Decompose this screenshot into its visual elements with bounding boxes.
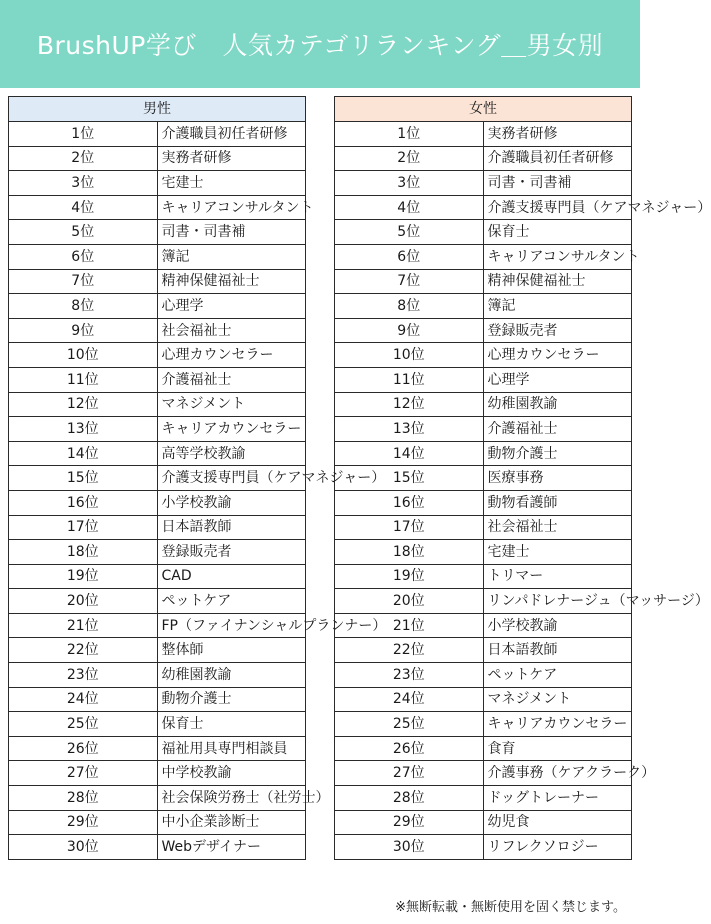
rank-cell: 29位 [9, 810, 158, 835]
rank-cell: 26位 [335, 736, 484, 761]
category-name-cell: 小学校教諭 [157, 490, 306, 515]
rank-cell: 23位 [9, 663, 158, 688]
category-name-cell: 登録販売者 [157, 540, 306, 565]
rank-cell: 27位 [9, 761, 158, 786]
category-name-cell: 介護事務（ケアクラーク） [483, 761, 632, 786]
category-name-cell: 宅建士 [157, 171, 306, 196]
table-row [335, 687, 632, 712]
table-row [9, 589, 306, 614]
category-name-cell: 中小企業診断士 [157, 810, 306, 835]
rank-cell: 9位 [9, 318, 158, 343]
table-row [9, 638, 306, 663]
category-name-cell: 司書・司書補 [157, 220, 306, 245]
category-name-cell: 日本語教師 [483, 638, 632, 663]
table-row [335, 392, 632, 417]
category-name-cell: 中学校教諭 [157, 761, 306, 786]
category-name-cell: 介護職員初任者研修 [483, 146, 632, 171]
table-row [335, 761, 632, 786]
category-name-cell: 介護支援専門員（ケアマネジャー） [157, 466, 306, 491]
table-row [335, 613, 632, 638]
table-row [335, 786, 632, 811]
rank-cell: 7位 [335, 269, 484, 294]
table-row [9, 367, 306, 392]
table-row [9, 343, 306, 368]
category-name-cell: 社会福祉士 [483, 515, 632, 540]
category-name-cell: 幼稚園教諭 [157, 663, 306, 688]
table-row [335, 540, 632, 565]
table-row [9, 294, 306, 319]
female-ranking-table [334, 96, 711, 860]
table-row [9, 761, 306, 786]
category-name-cell: 精神保健福祉士 [157, 269, 306, 294]
table-row [9, 515, 306, 540]
rank-cell: 8位 [9, 294, 158, 319]
table-row [9, 712, 306, 737]
table-row [9, 613, 306, 638]
rank-cell: 5位 [9, 220, 158, 245]
table-row [335, 146, 632, 171]
category-name-cell: 食育 [483, 736, 632, 761]
category-name-cell: リンパドレナージュ（マッサージ） [483, 589, 632, 614]
category-name-cell: 社会保険労務士（社労士） [157, 786, 306, 811]
table-row [335, 736, 632, 761]
table-row [9, 220, 306, 245]
category-name-cell: 介護福祉士 [157, 367, 306, 392]
rank-cell: 11位 [9, 367, 158, 392]
category-name-cell: リフレクソロジー [483, 835, 632, 860]
rank-cell: 6位 [335, 244, 484, 269]
rank-cell: 19位 [335, 564, 484, 589]
category-name-cell: 簿記 [157, 244, 306, 269]
category-name-cell: 動物看護師 [483, 490, 632, 515]
table-row [335, 638, 632, 663]
category-name-cell: 医療事務 [483, 466, 632, 491]
rank-cell: 15位 [335, 466, 484, 491]
rank-cell: 16位 [335, 490, 484, 515]
table-row [335, 835, 632, 860]
rank-cell: 21位 [335, 613, 484, 638]
rank-cell: 13位 [335, 417, 484, 442]
rank-cell: 30位 [335, 835, 484, 860]
table-row [335, 712, 632, 737]
table-row [9, 810, 306, 835]
table-row [335, 466, 632, 491]
rank-cell: 14位 [9, 441, 158, 466]
category-name-cell: 心理カウンセラー [483, 343, 632, 368]
table-row [9, 318, 306, 343]
table-row [9, 392, 306, 417]
rank-cell: 29位 [335, 810, 484, 835]
table-row [9, 146, 306, 171]
rank-cell: 17位 [9, 515, 158, 540]
rank-cell: 23位 [335, 663, 484, 688]
rank-cell: 9位 [335, 318, 484, 343]
category-name-cell: 動物介護士 [483, 441, 632, 466]
table-row [9, 171, 306, 196]
category-name-cell: 介護支援専門員（ケアマネジャー） [483, 195, 632, 220]
category-name-cell: 高等学校教諭 [157, 441, 306, 466]
rank-cell: 18位 [335, 540, 484, 565]
table-row [9, 195, 306, 220]
table-row [335, 343, 632, 368]
rank-cell: 2位 [335, 146, 484, 171]
category-name-cell: Webデザイナー [157, 835, 306, 860]
table-row [335, 294, 632, 319]
category-name-cell: 介護職員初任者研修 [157, 122, 306, 147]
table-row [335, 663, 632, 688]
rank-cell: 12位 [9, 392, 158, 417]
rank-cell: 3位 [335, 171, 484, 196]
female-table-heading: 女性 [335, 97, 632, 122]
category-name-cell: キャリアコンサルタント [483, 244, 632, 269]
rank-cell: 6位 [9, 244, 158, 269]
table-row [9, 466, 306, 491]
rank-cell: 4位 [335, 195, 484, 220]
table-row [335, 269, 632, 294]
rank-cell: 2位 [9, 146, 158, 171]
table-row [335, 367, 632, 392]
rank-cell: 18位 [9, 540, 158, 565]
category-name-cell: キャリアカウンセラー [483, 712, 632, 737]
table-row [335, 244, 632, 269]
table-row [9, 269, 306, 294]
category-name-cell: ペットケア [157, 589, 306, 614]
rank-cell: 28位 [9, 786, 158, 811]
table-row [335, 171, 632, 196]
category-name-cell: 実務者研修 [483, 122, 632, 147]
rank-cell: 20位 [9, 589, 158, 614]
category-name-cell: 簿記 [483, 294, 632, 319]
table-row [9, 417, 306, 442]
rank-cell: 22位 [9, 638, 158, 663]
category-name-cell: 心理学 [157, 294, 306, 319]
rank-cell: 15位 [9, 466, 158, 491]
category-name-cell: マネジメント [157, 392, 306, 417]
rank-cell: 22位 [335, 638, 484, 663]
table-row [335, 490, 632, 515]
category-name-cell: FP（ファイナンシャルプランナー） [157, 613, 306, 638]
rank-cell: 14位 [335, 441, 484, 466]
rank-cell: 3位 [9, 171, 158, 196]
category-name-cell: キャリアカウンセラー [157, 417, 306, 442]
category-name-cell: ペットケア [483, 663, 632, 688]
category-name-cell: 宅建士 [483, 540, 632, 565]
rank-cell: 10位 [9, 343, 158, 368]
category-name-cell: ドッグトレーナー [483, 786, 632, 811]
rank-cell: 25位 [335, 712, 484, 737]
table-row [335, 515, 632, 540]
female-table-body [335, 122, 711, 860]
category-name-cell: マネジメント [483, 687, 632, 712]
category-name-cell: 福祉用具専門相談員 [157, 736, 306, 761]
table-row [9, 540, 306, 565]
category-name-cell: CAD [157, 564, 306, 589]
category-name-cell: 介護福祉士 [483, 417, 632, 442]
rank-cell: 24位 [9, 687, 158, 712]
table-row [335, 195, 632, 220]
copyright-note: ※無断転載・無断使用を固く禁じます。 [395, 900, 626, 915]
category-name-cell: 幼児食 [483, 810, 632, 835]
table-row [335, 564, 632, 589]
category-name-cell: 整体師 [157, 638, 306, 663]
table-row [335, 810, 632, 835]
category-name-cell: 保育士 [157, 712, 306, 737]
category-name-cell: 保育士 [483, 220, 632, 245]
category-name-cell: 幼稚園教諭 [483, 392, 632, 417]
category-name-cell: 心理学 [483, 367, 632, 392]
category-name-cell: 登録販売者 [483, 318, 632, 343]
rank-cell: 11位 [335, 367, 484, 392]
category-name-cell: トリマー [483, 564, 632, 589]
table-row [9, 122, 306, 147]
table-row [9, 786, 306, 811]
table-row [335, 441, 632, 466]
rank-cell: 8位 [335, 294, 484, 319]
rank-cell: 17位 [335, 515, 484, 540]
table-row [335, 589, 632, 614]
table-row [9, 835, 306, 860]
category-name-cell: キャリアコンサルタント [157, 195, 306, 220]
rank-cell: 21位 [9, 613, 158, 638]
rank-cell: 16位 [9, 490, 158, 515]
category-name-cell: 精神保健福祉士 [483, 269, 632, 294]
rank-cell: 27位 [335, 761, 484, 786]
table-row [9, 441, 306, 466]
table-row [9, 490, 306, 515]
category-name-cell: 社会福祉士 [157, 318, 306, 343]
rank-cell: 25位 [9, 712, 158, 737]
category-name-cell: 日本語教師 [157, 515, 306, 540]
male-table-heading: 男性 [9, 97, 306, 122]
header-banner [0, 0, 640, 88]
category-name-cell: 小学校教諭 [483, 613, 632, 638]
rank-cell: 24位 [335, 687, 484, 712]
rank-cell: 4位 [9, 195, 158, 220]
category-name-cell: 司書・司書補 [483, 171, 632, 196]
rank-cell: 10位 [335, 343, 484, 368]
table-row [9, 244, 306, 269]
rank-cell: 19位 [9, 564, 158, 589]
page-title: BrushUP学び 人気カテゴリランキング＿男女別 [36, 31, 604, 60]
table-row [335, 220, 632, 245]
table-row [9, 687, 306, 712]
rank-cell: 7位 [9, 269, 158, 294]
rank-cell: 5位 [335, 220, 484, 245]
table-row [335, 122, 632, 147]
category-name-cell: 実務者研修 [157, 146, 306, 171]
table-row [335, 318, 632, 343]
table-row [335, 417, 632, 442]
male-ranking-table [8, 96, 387, 860]
table-row [9, 736, 306, 761]
rank-cell: 26位 [9, 736, 158, 761]
table-row [9, 663, 306, 688]
category-name-cell: 動物介護士 [157, 687, 306, 712]
rank-cell: 1位 [9, 122, 158, 147]
rank-cell: 20位 [335, 589, 484, 614]
rank-cell: 28位 [335, 786, 484, 811]
male-table-body [9, 122, 387, 860]
rank-cell: 30位 [9, 835, 158, 860]
category-name-cell: 心理カウンセラー [157, 343, 306, 368]
rank-cell: 12位 [335, 392, 484, 417]
rank-cell: 1位 [335, 122, 484, 147]
rank-cell: 13位 [9, 417, 158, 442]
table-row [9, 564, 306, 589]
